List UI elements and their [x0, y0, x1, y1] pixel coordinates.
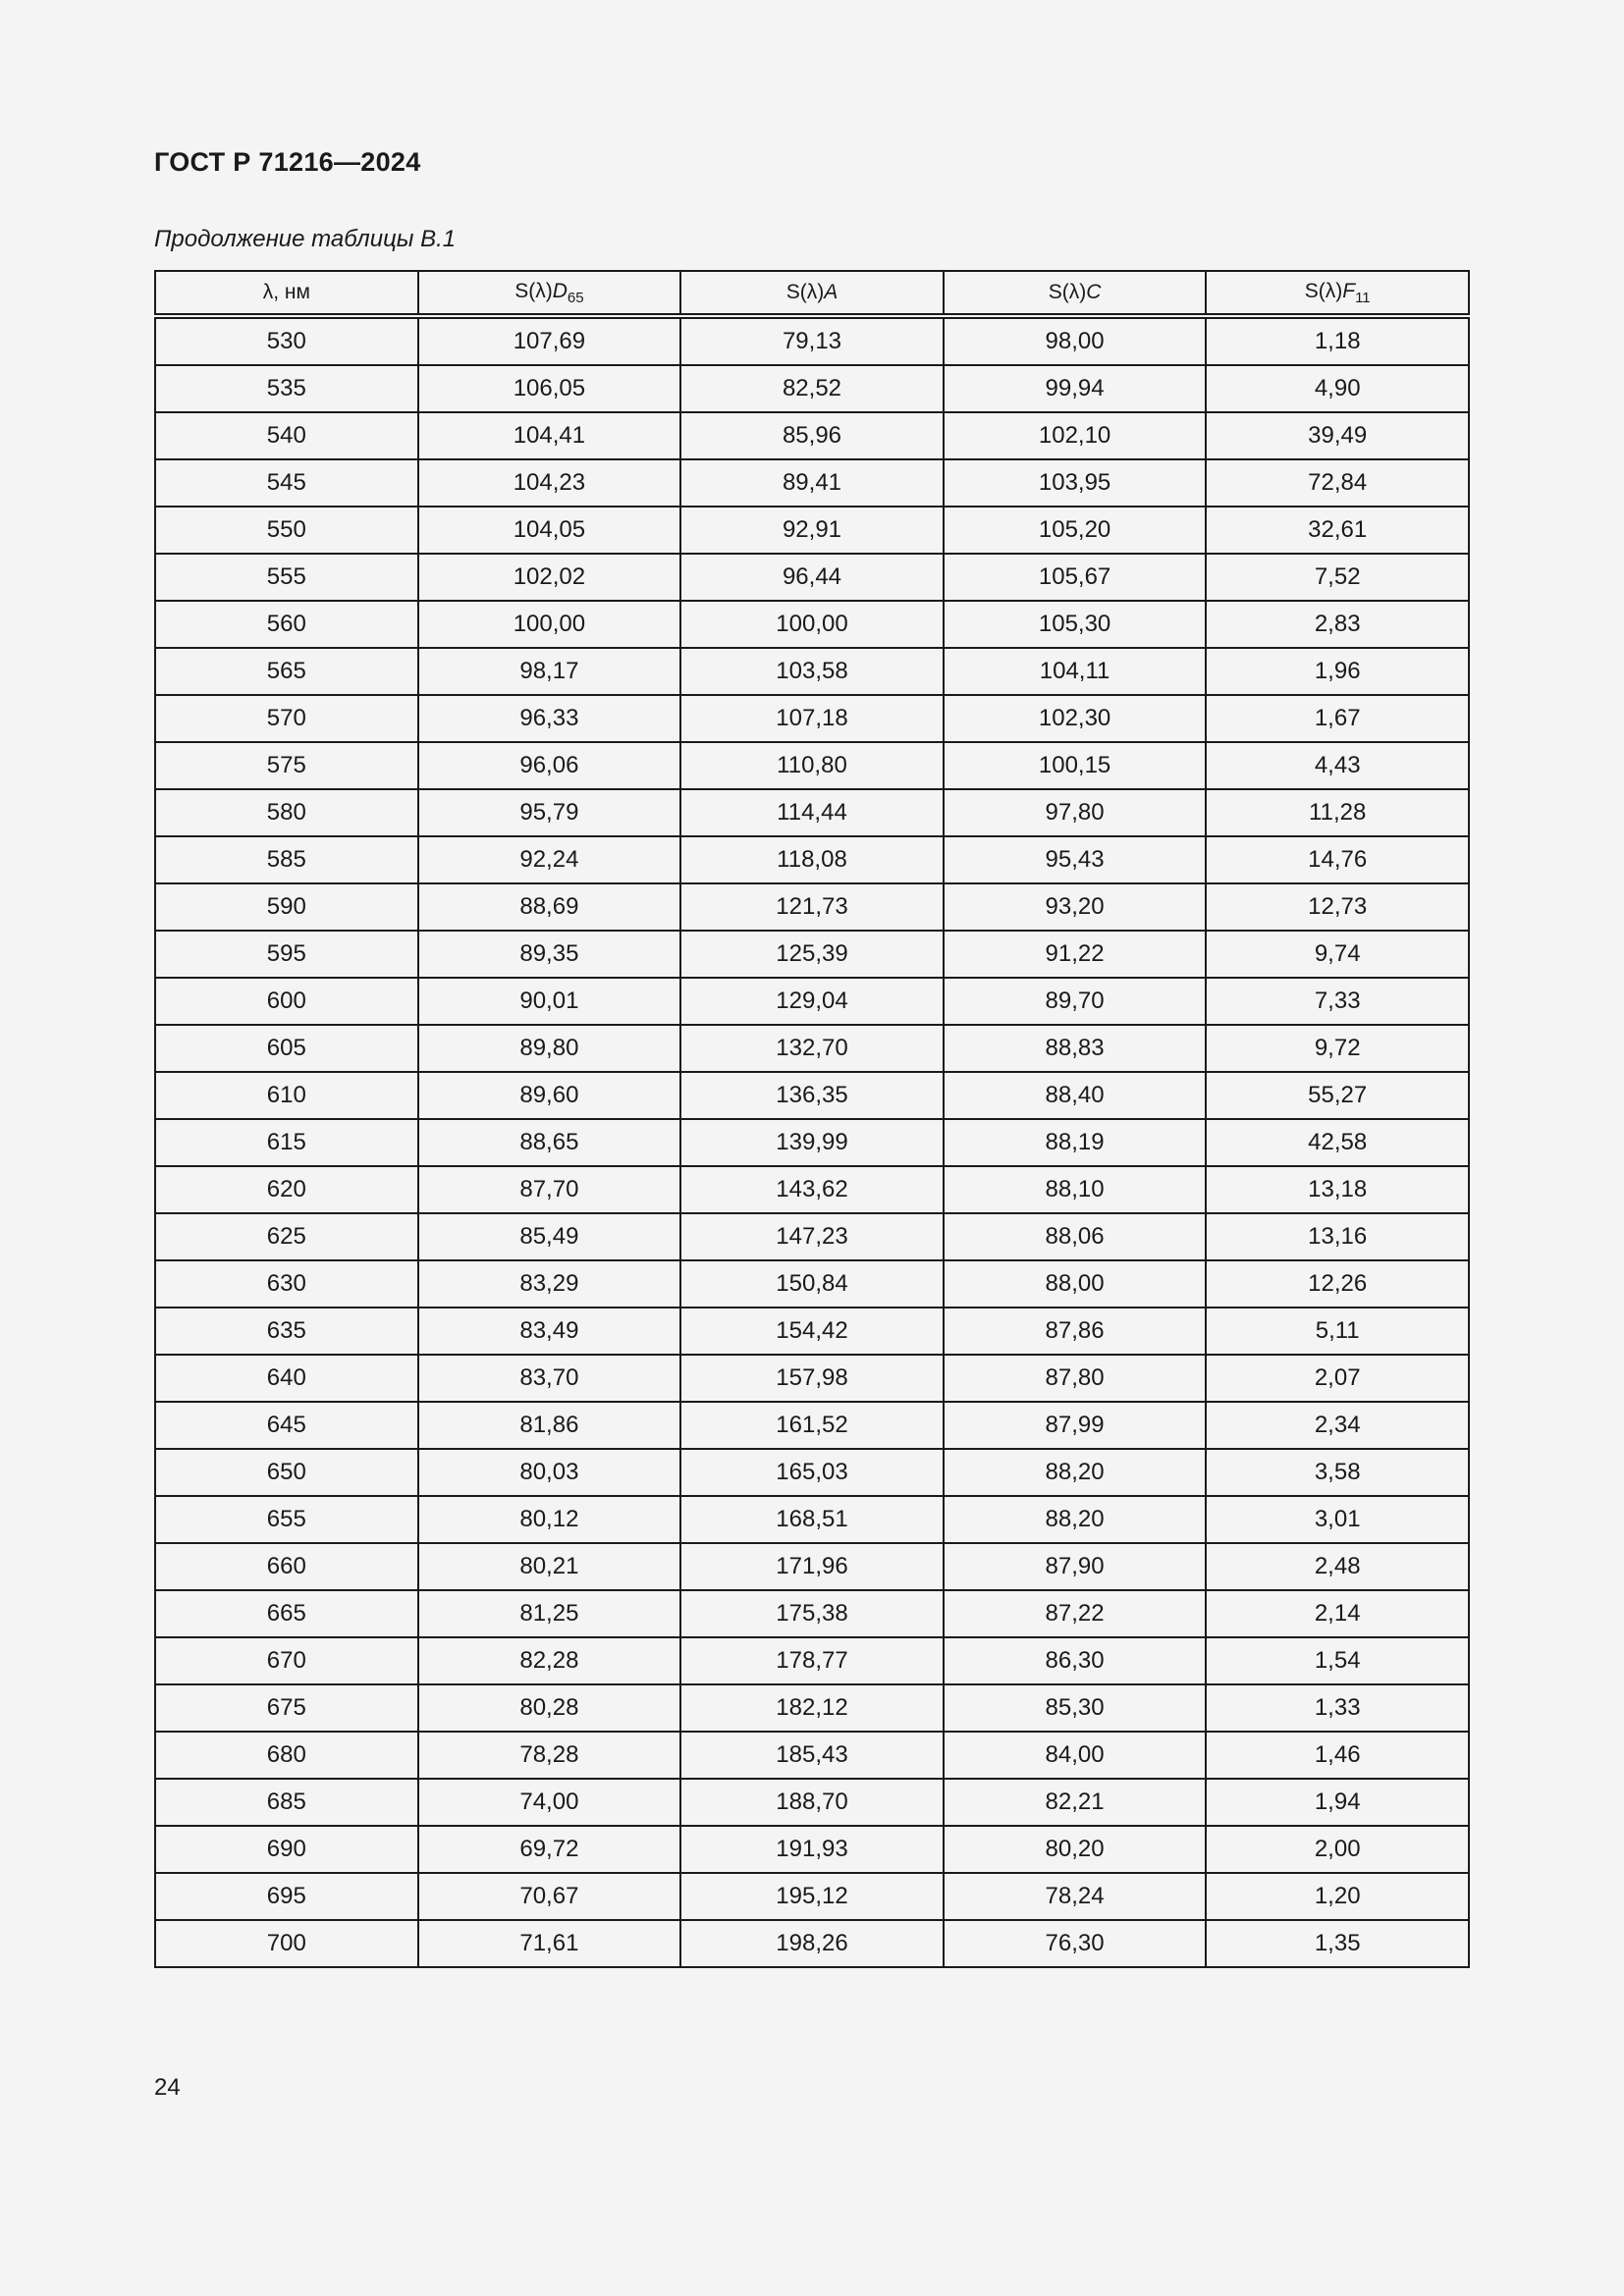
table-cell: 147,23 — [680, 1213, 944, 1260]
table-cell: 615 — [155, 1119, 418, 1166]
table-cell: 55,27 — [1206, 1072, 1469, 1119]
table-row — [155, 1308, 1469, 1355]
table-cell: 87,90 — [944, 1543, 1207, 1590]
table-cell: 700 — [155, 1920, 418, 1967]
table-cell: 150,84 — [680, 1260, 944, 1308]
table-cell: 550 — [155, 507, 418, 554]
table-cell: 105,20 — [944, 507, 1207, 554]
table-cell: 635 — [155, 1308, 418, 1355]
table-cell: 575 — [155, 742, 418, 789]
table-cell: 80,21 — [418, 1543, 681, 1590]
table-cell: 191,93 — [680, 1826, 944, 1873]
column-header-symbol: D — [552, 279, 568, 302]
table-cell: 590 — [155, 883, 418, 931]
table-cell: 2,14 — [1206, 1590, 1469, 1637]
table-cell: 78,28 — [418, 1732, 681, 1779]
table-cell: 175,38 — [680, 1590, 944, 1637]
table-cell: 685 — [155, 1779, 418, 1826]
table-cell: 83,29 — [418, 1260, 681, 1308]
table-cell: 85,30 — [944, 1684, 1207, 1732]
table-header — [155, 271, 1469, 316]
table-row — [155, 978, 1469, 1025]
table-cell: 161,52 — [680, 1402, 944, 1449]
table-cell: 39,49 — [1206, 412, 1469, 459]
table-cell: 560 — [155, 601, 418, 648]
table-cell: 92,24 — [418, 836, 681, 883]
table-cell: 535 — [155, 365, 418, 412]
table-row — [155, 1779, 1469, 1826]
table-cell: 89,60 — [418, 1072, 681, 1119]
table-cell: 600 — [155, 978, 418, 1025]
table-cell: 13,16 — [1206, 1213, 1469, 1260]
table-cell: 104,11 — [944, 648, 1207, 695]
table-cell: 14,76 — [1206, 836, 1469, 883]
table-cell: 97,80 — [944, 789, 1207, 836]
table-cell: 9,74 — [1206, 931, 1469, 978]
table-cell: 102,30 — [944, 695, 1207, 742]
table-cell: 100,15 — [944, 742, 1207, 789]
table-cell: 88,06 — [944, 1213, 1207, 1260]
table-cell: 89,80 — [418, 1025, 681, 1072]
table-cell: 74,00 — [418, 1779, 681, 1826]
table-cell: 105,30 — [944, 601, 1207, 648]
table-cell: 185,43 — [680, 1732, 944, 1779]
table-cell: 42,58 — [1206, 1119, 1469, 1166]
table-row — [155, 365, 1469, 412]
table-cell: 103,95 — [944, 459, 1207, 507]
table-cell: 71,61 — [418, 1920, 681, 1967]
table-cell: 95,43 — [944, 836, 1207, 883]
table-cell: 143,62 — [680, 1166, 944, 1213]
table-cell: 188,70 — [680, 1779, 944, 1826]
table-row — [155, 1637, 1469, 1684]
table-cell: 157,98 — [680, 1355, 944, 1402]
table-cell: 680 — [155, 1732, 418, 1779]
column-header — [944, 271, 1207, 316]
table-cell: 100,00 — [418, 601, 681, 648]
table-cell: 2,00 — [1206, 1826, 1469, 1873]
table-cell: 88,69 — [418, 883, 681, 931]
table-cell: 88,10 — [944, 1166, 1207, 1213]
table-cell: 88,19 — [944, 1119, 1207, 1166]
table-cell: 87,99 — [944, 1402, 1207, 1449]
column-header-symbol: A — [824, 281, 839, 303]
column-header — [680, 271, 944, 316]
table-cell: 104,05 — [418, 507, 681, 554]
table-cell: 80,20 — [944, 1826, 1207, 1873]
table-row — [155, 1355, 1469, 1402]
table-cell: 87,22 — [944, 1590, 1207, 1637]
table-cell: 695 — [155, 1873, 418, 1920]
table-row — [155, 601, 1469, 648]
column-header-prefix: λ, нм — [262, 281, 310, 303]
table-cell: 96,44 — [680, 554, 944, 601]
table-row — [155, 789, 1469, 836]
table-cell: 83,70 — [418, 1355, 681, 1402]
table-cell: 85,49 — [418, 1213, 681, 1260]
table-cell: 3,01 — [1206, 1496, 1469, 1543]
table-cell: 545 — [155, 459, 418, 507]
table-cell: 1,35 — [1206, 1920, 1469, 1967]
table-row — [155, 648, 1469, 695]
table-cell: 105,67 — [944, 554, 1207, 601]
table-row — [155, 836, 1469, 883]
document-header: ГОСТ Р 71216—2024 — [154, 147, 421, 177]
table-cell: 96,06 — [418, 742, 681, 789]
table-cell: 171,96 — [680, 1543, 944, 1590]
table-cell: 540 — [155, 412, 418, 459]
table-cell: 80,03 — [418, 1449, 681, 1496]
table-cell: 79,13 — [680, 316, 944, 365]
table-cell: 530 — [155, 316, 418, 365]
table-cell: 76,30 — [944, 1920, 1207, 1967]
table-cell: 580 — [155, 789, 418, 836]
table-cell: 107,18 — [680, 695, 944, 742]
page-number: 24 — [154, 2074, 181, 2101]
table-row — [155, 883, 1469, 931]
table-cell: 595 — [155, 931, 418, 978]
table-cell: 88,00 — [944, 1260, 1207, 1308]
table-cell: 182,12 — [680, 1684, 944, 1732]
table-cell: 72,84 — [1206, 459, 1469, 507]
column-header-symbol: C — [1086, 281, 1102, 303]
table-cell: 110,80 — [680, 742, 944, 789]
table-cell: 12,73 — [1206, 883, 1469, 931]
table-cell: 640 — [155, 1355, 418, 1402]
table-cell: 96,33 — [418, 695, 681, 742]
table-cell: 89,70 — [944, 978, 1207, 1025]
table-row — [155, 1590, 1469, 1637]
column-header-subscript: 11 — [1355, 289, 1371, 306]
table-cell: 136,35 — [680, 1072, 944, 1119]
column-header — [1206, 271, 1469, 316]
table-cell: 7,33 — [1206, 978, 1469, 1025]
table-cell: 1,18 — [1206, 316, 1469, 365]
table-cell: 125,39 — [680, 931, 944, 978]
table-cell: 675 — [155, 1684, 418, 1732]
table-cell: 2,34 — [1206, 1402, 1469, 1449]
column-header-symbol: F — [1342, 279, 1356, 302]
table-cell: 625 — [155, 1213, 418, 1260]
table-row — [155, 1402, 1469, 1449]
table-cell: 4,90 — [1206, 365, 1469, 412]
table-cell: 103,58 — [680, 648, 944, 695]
table-cell: 89,35 — [418, 931, 681, 978]
table-cell: 1,94 — [1206, 1779, 1469, 1826]
table-row — [155, 1119, 1469, 1166]
table-row — [155, 1826, 1469, 1873]
table-cell: 670 — [155, 1637, 418, 1684]
table-cell: 585 — [155, 836, 418, 883]
table-cell: 178,77 — [680, 1637, 944, 1684]
table-cell: 104,41 — [418, 412, 681, 459]
table-cell: 9,72 — [1206, 1025, 1469, 1072]
table-row — [155, 695, 1469, 742]
table-cell: 5,11 — [1206, 1308, 1469, 1355]
table-cell: 88,20 — [944, 1496, 1207, 1543]
table-cell: 645 — [155, 1402, 418, 1449]
table-cell: 84,00 — [944, 1732, 1207, 1779]
table-cell: 88,65 — [418, 1119, 681, 1166]
table-row — [155, 412, 1469, 459]
table-caption: Продолжение таблицы В.1 — [154, 226, 457, 252]
table-cell: 168,51 — [680, 1496, 944, 1543]
table-cell: 570 — [155, 695, 418, 742]
table-cell: 88,40 — [944, 1072, 1207, 1119]
table-cell: 78,24 — [944, 1873, 1207, 1920]
table-cell: 2,48 — [1206, 1543, 1469, 1590]
table-cell: 139,99 — [680, 1119, 944, 1166]
table-cell: 32,61 — [1206, 507, 1469, 554]
table-cell: 82,28 — [418, 1637, 681, 1684]
column-header-prefix: S(λ) — [514, 279, 553, 302]
table-cell: 91,22 — [944, 931, 1207, 978]
table-cell: 11,28 — [1206, 789, 1469, 836]
table-cell: 13,18 — [1206, 1166, 1469, 1213]
table-row — [155, 1873, 1469, 1920]
table-cell: 95,79 — [418, 789, 681, 836]
column-header-prefix: S(λ) — [785, 281, 825, 303]
table-cell: 2,83 — [1206, 601, 1469, 648]
table-row — [155, 1260, 1469, 1308]
spectral-data-table — [154, 270, 1470, 1968]
table-cell: 88,83 — [944, 1025, 1207, 1072]
table-cell: 98,17 — [418, 648, 681, 695]
table-cell: 620 — [155, 1166, 418, 1213]
table-cell: 90,01 — [418, 978, 681, 1025]
table-cell: 121,73 — [680, 883, 944, 931]
table-cell: 83,49 — [418, 1308, 681, 1355]
table-cell: 102,02 — [418, 554, 681, 601]
table-cell: 1,96 — [1206, 648, 1469, 695]
table-row — [155, 1732, 1469, 1779]
table-cell: 1,20 — [1206, 1873, 1469, 1920]
table-cell: 86,30 — [944, 1637, 1207, 1684]
table-cell: 99,94 — [944, 365, 1207, 412]
table-cell: 1,67 — [1206, 695, 1469, 742]
table-row — [155, 1920, 1469, 1967]
table-cell: 102,10 — [944, 412, 1207, 459]
table-cell: 81,86 — [418, 1402, 681, 1449]
table-row — [155, 316, 1469, 365]
table-cell: 87,80 — [944, 1355, 1207, 1402]
table-cell: 98,00 — [944, 316, 1207, 365]
table-row — [155, 931, 1469, 978]
table-body — [155, 316, 1469, 1967]
table-cell: 555 — [155, 554, 418, 601]
table-cell: 107,69 — [418, 316, 681, 365]
table-cell: 12,26 — [1206, 1260, 1469, 1308]
table-cell: 660 — [155, 1543, 418, 1590]
table-cell: 198,26 — [680, 1920, 944, 1967]
column-header — [155, 271, 418, 316]
table-cell: 93,20 — [944, 883, 1207, 931]
table-cell: 70,67 — [418, 1873, 681, 1920]
table-row — [155, 1072, 1469, 1119]
table-cell: 87,70 — [418, 1166, 681, 1213]
table-cell: 82,21 — [944, 1779, 1207, 1826]
table-cell: 1,33 — [1206, 1684, 1469, 1732]
table-header-row — [155, 271, 1469, 316]
table-cell: 1,54 — [1206, 1637, 1469, 1684]
table-cell: 106,05 — [418, 365, 681, 412]
table-row — [155, 1213, 1469, 1260]
table-row — [155, 1543, 1469, 1590]
table-cell: 630 — [155, 1260, 418, 1308]
table-cell: 85,96 — [680, 412, 944, 459]
table-cell: 7,52 — [1206, 554, 1469, 601]
table-cell: 82,52 — [680, 365, 944, 412]
table-row — [155, 1166, 1469, 1213]
table-row — [155, 1025, 1469, 1072]
table-cell: 88,20 — [944, 1449, 1207, 1496]
table-cell: 87,86 — [944, 1308, 1207, 1355]
table-cell: 3,58 — [1206, 1449, 1469, 1496]
table-cell: 4,43 — [1206, 742, 1469, 789]
table-cell: 2,07 — [1206, 1355, 1469, 1402]
column-header — [418, 271, 681, 316]
column-header-prefix: S(λ) — [1304, 279, 1343, 302]
table-row — [155, 1684, 1469, 1732]
table-row — [155, 1449, 1469, 1496]
table-row — [155, 459, 1469, 507]
table-cell: 69,72 — [418, 1826, 681, 1873]
table-cell: 655 — [155, 1496, 418, 1543]
table-cell: 114,44 — [680, 789, 944, 836]
table-cell: 89,41 — [680, 459, 944, 507]
table-row — [155, 554, 1469, 601]
table-cell: 665 — [155, 1590, 418, 1637]
table-cell: 132,70 — [680, 1025, 944, 1072]
table-cell: 1,46 — [1206, 1732, 1469, 1779]
table-cell: 81,25 — [418, 1590, 681, 1637]
table-cell: 605 — [155, 1025, 418, 1072]
column-header-subscript: 65 — [567, 289, 584, 306]
table-row — [155, 507, 1469, 554]
table-cell: 565 — [155, 648, 418, 695]
table-cell: 129,04 — [680, 978, 944, 1025]
column-header-prefix: S(λ) — [1048, 281, 1087, 303]
table-cell: 154,42 — [680, 1308, 944, 1355]
table-cell: 80,12 — [418, 1496, 681, 1543]
table-cell: 610 — [155, 1072, 418, 1119]
table-cell: 690 — [155, 1826, 418, 1873]
table-cell: 80,28 — [418, 1684, 681, 1732]
table-cell: 104,23 — [418, 459, 681, 507]
table-cell: 165,03 — [680, 1449, 944, 1496]
table-cell: 92,91 — [680, 507, 944, 554]
table-row — [155, 742, 1469, 789]
table-cell: 100,00 — [680, 601, 944, 648]
table-cell: 118,08 — [680, 836, 944, 883]
table-cell: 195,12 — [680, 1873, 944, 1920]
table-cell: 650 — [155, 1449, 418, 1496]
table-row — [155, 1496, 1469, 1543]
